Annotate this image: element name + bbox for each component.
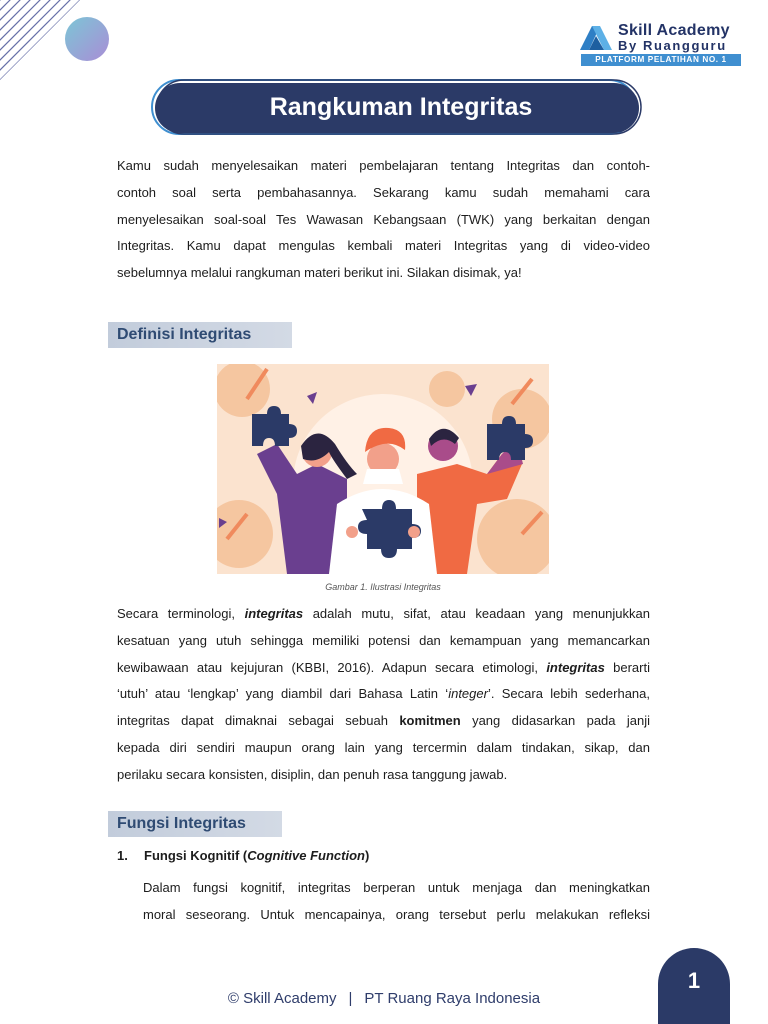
page-number: 1	[687, 968, 701, 993]
text-run: adalah mutu, sifat, atau keadaan yang menunjukkan	[303, 606, 650, 621]
footer-copyright: © Skill Academy	[227, 990, 337, 1007]
page-title: Rangkuman Integritas	[269, 93, 533, 121]
list-number: 1.	[117, 848, 128, 863]
intro-line: menyelesaikan soal-soal Tes Wawasan Kebangsaan (TWK) yang berkaitan dengan	[117, 211, 650, 227]
bold-term: komitmen	[399, 713, 461, 729]
list-item-body	[143, 875, 650, 929]
brand-name: Skill Academy	[618, 22, 730, 39]
definisi-line: kepada diri sendiri maupun orang lain yang tercermin dalam tindakan, sikap, dan	[117, 739, 650, 755]
skill-academy-logo	[580, 22, 742, 68]
italic-term: integer	[448, 686, 488, 702]
intro-line: sebelumnya melalui rangkuman materi berikut ini. Silakan disimak, ya!	[117, 265, 522, 281]
text-run: berarti	[604, 659, 650, 675]
logo-mark-icon	[580, 24, 614, 50]
list-line: Dalam fungsi kognitif, integritas berperan untuk menjaga dan meningkatkan	[143, 880, 650, 895]
definisi-line	[117, 655, 650, 682]
emphasis-term: integritas	[546, 659, 605, 675]
integrity-illustration	[217, 364, 549, 574]
text-run: yang didasarkan pada janji	[460, 713, 650, 729]
text-run: Secara terminologi,	[117, 606, 245, 621]
text-run: kewibawaan atau kejujuran (KBBI, 2016). Adapun secara etimologi,	[117, 659, 547, 675]
text-run: ’. Secara lebih sederhana,	[487, 686, 651, 702]
definisi-line	[117, 681, 650, 708]
emphasis-term: integritas	[244, 606, 304, 621]
text-run: integritas dapat dimaknai sebagai sebuah	[117, 713, 400, 729]
intro-line: contoh soal serta pembahasannya. Sekarang kamu sudah memahami cara	[117, 184, 650, 200]
brand-badge: PLATFORM PELATIHAN NO. 1	[581, 54, 741, 66]
list-title-part: Fungsi Kognitif (	[144, 848, 248, 863]
section-title: Definisi Integritas	[117, 326, 252, 343]
intro-paragraph	[117, 153, 650, 287]
definisi-line: kesatuan yang utuh sehingga memiliki potensi dan kemampuan yang memancarkan	[117, 632, 650, 648]
brand-subtitle: By Ruangguru	[618, 38, 727, 53]
definisi-line: perilaku secara konsisten, disiplin, dan penuh rasa tanggung jawab.	[117, 766, 508, 782]
definisi-paragraph	[117, 601, 650, 789]
decorative-circle	[65, 17, 109, 61]
section-heading-fungsi	[108, 811, 282, 837]
footer-company: PT Ruang Raya Indonesia	[364, 990, 541, 1007]
intro-line: Kamu sudah menyelesaikan materi pembelajaran tentang Integritas dan contoh-	[117, 158, 650, 173]
intro-line: Integritas. Kamu dapat mengulas kembali materi Integritas yang di video-video	[117, 238, 650, 254]
list-line: moral seseorang. Untuk mencapainya, orang tersebut perlu melakukan refleksi	[143, 906, 650, 922]
section-heading-definisi	[108, 322, 292, 348]
list-title-part: )	[364, 848, 370, 863]
definisi-line	[117, 601, 650, 628]
list-title-italic: Cognitive Function	[247, 848, 365, 863]
decorative-stripes	[0, 0, 110, 80]
footer-separator: |	[348, 990, 353, 1007]
text-run: ‘utuh’ atau ‘lengkap’ yang diambil dari Bahasa Latin ‘	[117, 686, 449, 702]
definisi-line	[117, 708, 650, 735]
title-banner	[155, 82, 639, 138]
page-footer	[0, 990, 768, 1007]
list-item-heading	[117, 848, 369, 863]
figure-caption: Gambar 1. Ilustrasi Integritas	[325, 582, 441, 592]
section-title: Fungsi Integritas	[117, 815, 246, 832]
page-number-tab	[658, 948, 730, 1024]
